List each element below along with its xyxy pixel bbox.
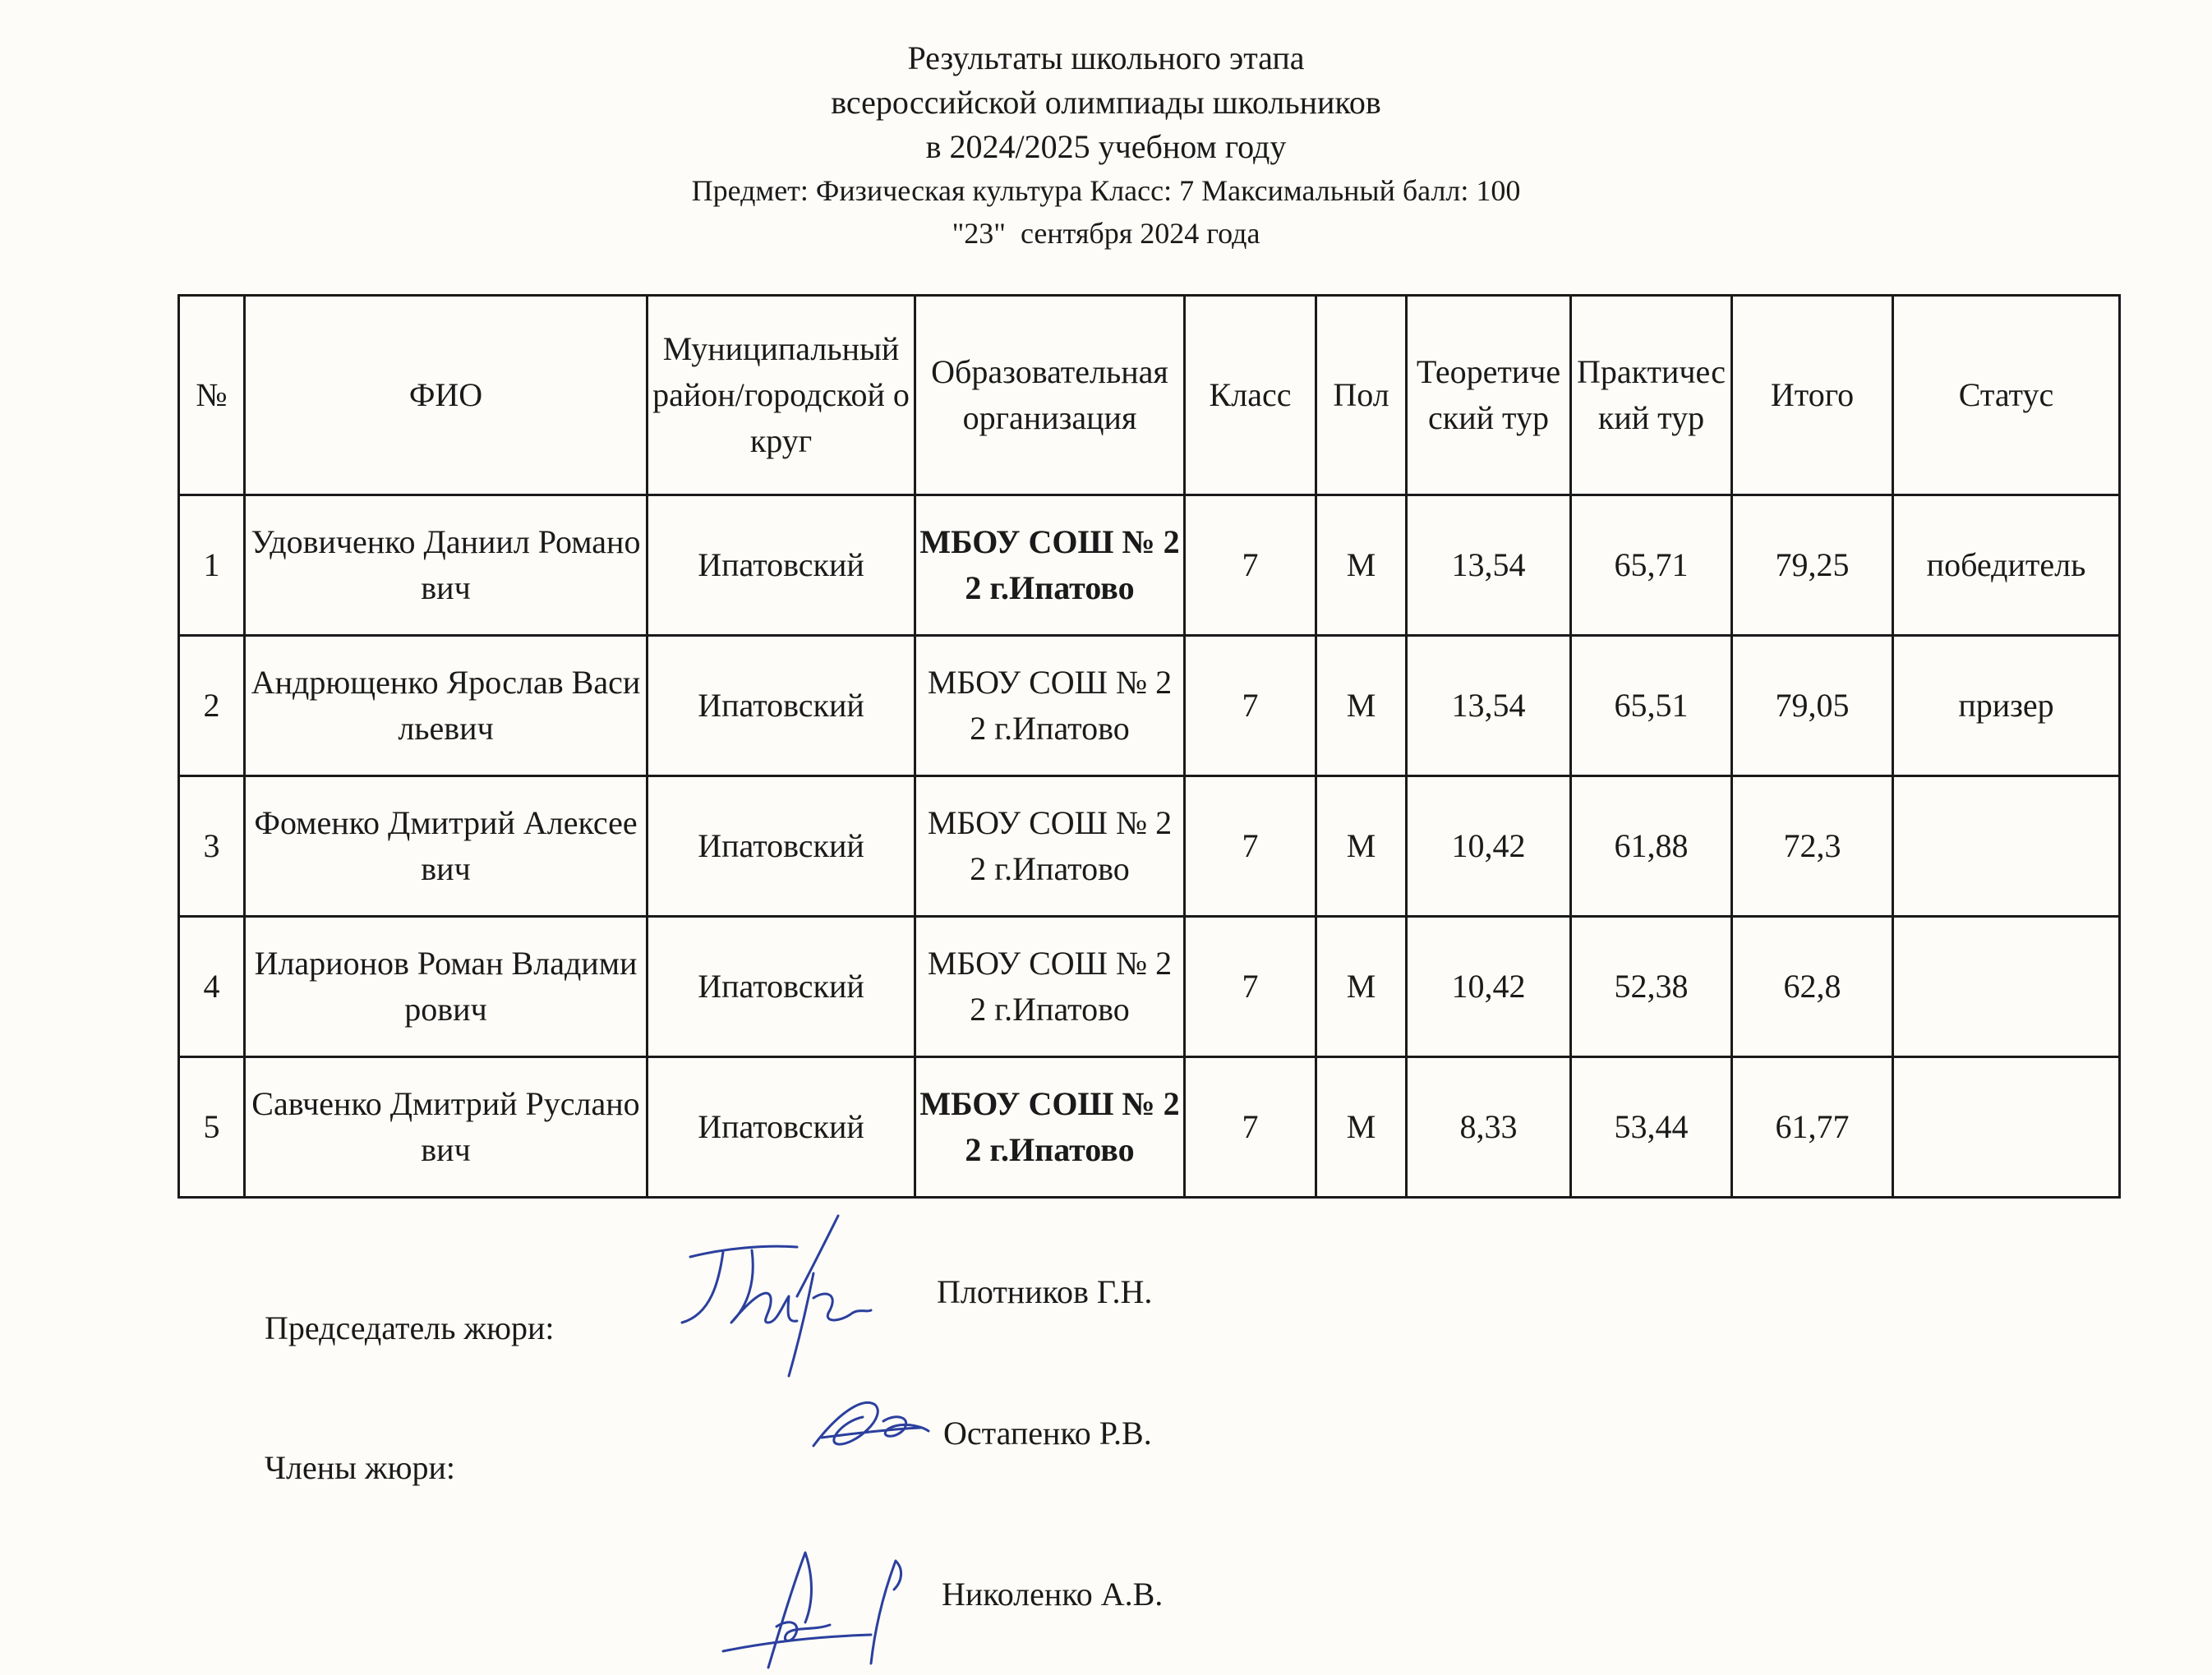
table-row bbox=[179, 1057, 2120, 1198]
cell-grade: 7 bbox=[1185, 917, 1316, 1057]
jury-members-label: Члены жюри: bbox=[265, 1449, 456, 1486]
cell-practice: 53,44 bbox=[1571, 1057, 1732, 1198]
table-header-row bbox=[179, 296, 2120, 495]
cell-fio: Андрющенко Ярослав Васильевич bbox=[245, 636, 647, 776]
cell-district: Ипатовский bbox=[647, 636, 915, 776]
cell-theory: 13,54 bbox=[1407, 636, 1571, 776]
cell-fio: Удовиченко Даниил Романович bbox=[245, 495, 647, 636]
table-row bbox=[179, 495, 2120, 636]
jury-chair-name: Плотников Г.Н. bbox=[937, 1273, 1153, 1310]
col-header-sex: Пол bbox=[1316, 296, 1407, 495]
cell-fio: Фоменко Дмитрий Алексеевич bbox=[245, 776, 647, 917]
cell-district: Ипатовский bbox=[647, 495, 915, 636]
cell-status bbox=[1893, 917, 2120, 1057]
cell-status: призер bbox=[1893, 636, 2120, 776]
cell-theory: 13,54 bbox=[1407, 495, 1571, 636]
cell-status: победитель bbox=[1893, 495, 2120, 636]
document-meta bbox=[0, 169, 2212, 255]
cell-grade: 7 bbox=[1185, 776, 1316, 917]
col-header-total: Итого bbox=[1732, 296, 1893, 495]
jury-member-name-2: Николенко А.В. bbox=[942, 1576, 1164, 1613]
table-row bbox=[179, 636, 2120, 776]
cell-practice: 65,51 bbox=[1571, 636, 1732, 776]
cell-district: Ипатовский bbox=[647, 1057, 915, 1198]
cell-total: 61,77 bbox=[1732, 1057, 1893, 1198]
cell-num: 4 bbox=[179, 917, 245, 1057]
jury-member-name-1: Остапенко Р.В. bbox=[943, 1415, 1152, 1452]
cell-num: 1 bbox=[179, 495, 245, 636]
cell-org: МБОУ СОШ № 22 г.Ипатово bbox=[915, 1057, 1185, 1198]
cell-num: 2 bbox=[179, 636, 245, 776]
cell-practice: 52,38 bbox=[1571, 917, 1732, 1057]
cell-total: 79,05 bbox=[1732, 636, 1893, 776]
table-row bbox=[179, 776, 2120, 917]
cell-num: 3 bbox=[179, 776, 245, 917]
col-header-district: Муниципальный район/городской округ bbox=[647, 296, 915, 495]
cell-sex: М bbox=[1316, 495, 1407, 636]
member-signature-icon bbox=[805, 1380, 937, 1470]
cell-district: Ипатовский bbox=[647, 776, 915, 917]
member-signature-icon bbox=[698, 1544, 929, 1675]
cell-fio: Савченко Дмитрий Русланович bbox=[245, 1057, 647, 1198]
cell-org: МБОУ СОШ № 22 г.Ипатово bbox=[915, 636, 1185, 776]
cell-total: 62,8 bbox=[1732, 917, 1893, 1057]
cell-grade: 7 bbox=[1185, 495, 1316, 636]
document-title bbox=[0, 36, 2212, 169]
cell-sex: М bbox=[1316, 636, 1407, 776]
title-line-3: в 2024/2025 учебном году bbox=[925, 128, 1287, 165]
cell-total: 72,3 bbox=[1732, 776, 1893, 917]
cell-org: МБОУ СОШ № 22 г.Ипатово bbox=[915, 495, 1185, 636]
cell-sex: М bbox=[1316, 776, 1407, 917]
title-line-2: всероссийской олимпиады школьников bbox=[831, 84, 1381, 121]
cell-district: Ипатовский bbox=[647, 917, 915, 1057]
subject-line: Предмет: Физическая культура Класс: 7 Максимальный балл: 100 bbox=[691, 174, 1521, 207]
title-line-1: Результаты школьного этапа bbox=[907, 39, 1305, 76]
cell-grade: 7 bbox=[1185, 1057, 1316, 1198]
cell-practice: 65,71 bbox=[1571, 495, 1732, 636]
cell-sex: М bbox=[1316, 917, 1407, 1057]
cell-status bbox=[1893, 776, 2120, 917]
cell-org: МБОУ СОШ № 22 г.Ипатово bbox=[915, 776, 1185, 917]
col-header-num: № bbox=[179, 296, 245, 495]
cell-practice: 61,88 bbox=[1571, 776, 1732, 917]
cell-sex: М bbox=[1316, 1057, 1407, 1198]
col-header-theory: Теоретический тур bbox=[1407, 296, 1571, 495]
jury-chair-label: Председатель жюри: bbox=[265, 1309, 555, 1346]
chair-signature-icon bbox=[674, 1199, 887, 1380]
results-table bbox=[177, 294, 2121, 1199]
cell-theory: 10,42 bbox=[1407, 776, 1571, 917]
col-header-fio: ФИО bbox=[245, 296, 647, 495]
col-header-grade: Класс bbox=[1185, 296, 1316, 495]
cell-num: 5 bbox=[179, 1057, 245, 1198]
cell-total: 79,25 bbox=[1732, 495, 1893, 636]
date-line: "23" сентября 2024 года bbox=[952, 217, 1260, 250]
cell-org: МБОУ СОШ № 22 г.Ипатово bbox=[915, 917, 1185, 1057]
cell-grade: 7 bbox=[1185, 636, 1316, 776]
col-header-status: Статус bbox=[1893, 296, 2120, 495]
table-row bbox=[179, 917, 2120, 1057]
cell-fio: Иларионов Роман Владимирович bbox=[245, 917, 647, 1057]
cell-theory: 10,42 bbox=[1407, 917, 1571, 1057]
col-header-practice: Практический тур bbox=[1571, 296, 1732, 495]
cell-status bbox=[1893, 1057, 2120, 1198]
col-header-org: Образовательная организация bbox=[915, 296, 1185, 495]
cell-theory: 8,33 bbox=[1407, 1057, 1571, 1198]
